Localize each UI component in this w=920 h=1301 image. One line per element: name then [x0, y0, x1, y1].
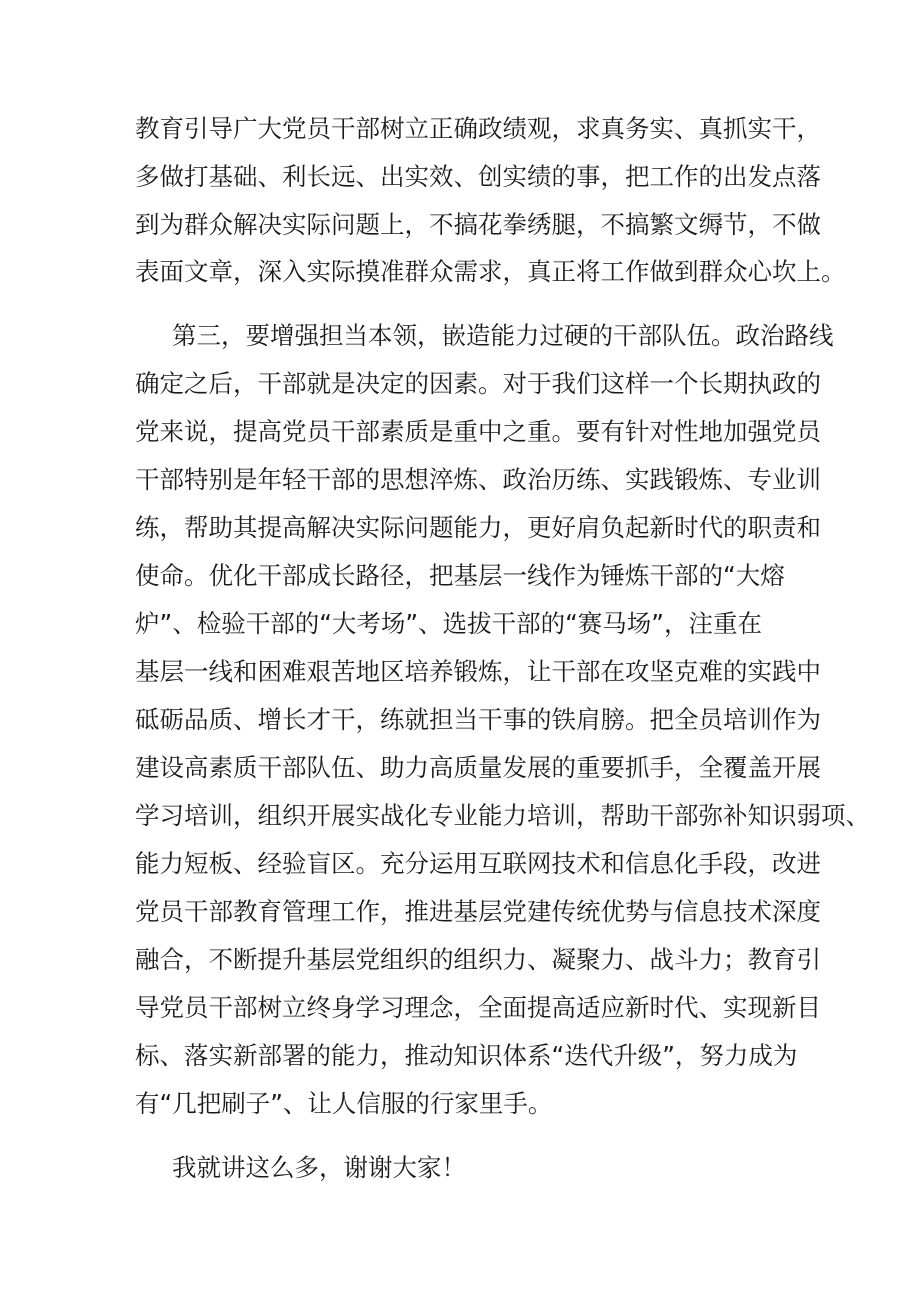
paragraph-2-line-9: 砥砺品质、增长才干，练就担当干事的铁肩膀。把全员培训作为 [135, 705, 821, 734]
paragraph-2-line-2: 确定之后，干部就是决定的因素。对于我们这样一个长期执政的 [135, 369, 821, 398]
paragraph-2-line-10: 建设高素质干部队伍、助力高质量发展的重要抓手，全覆盖开展 [135, 753, 821, 782]
paragraph-2-line-1: 第三，要增强担当本领，嵌造能力过硬的干部队伍。政治路线 [172, 321, 834, 350]
paragraph-2-line-16: 标、落实新部署的能力，推动知识体系“迭代升级”，努力成为 [135, 1041, 798, 1070]
paragraph-2-line-6: 使命。优化干部成长路径，把基层一线作为锤炼干部的“大熔 [135, 561, 785, 590]
paragraph-2-line-4: 干部特别是年轻干部的思想淬炼、政治历练、实践锻炼、专业训 [135, 465, 821, 494]
paragraph-2-line-15: 导党员干部树立终身学习理念，全面提高适应新时代、实现新目 [135, 993, 821, 1022]
paragraph-2-line-3: 党来说，提高党员干部素质是重中之重。要有针对性地加强党员 [135, 417, 821, 446]
paragraph-2-line-14: 融合，不断提升基层党组织的组织力、凝聚力、战斗力；教育引 [135, 945, 821, 974]
paragraph-2-line-5: 练，帮助其提高解决实际问题能力，更好肩负起新时代的职责和 [135, 513, 821, 542]
paragraph-2-line-11: 学习培训，组织开展实战化专业能力培训，帮助干部弥补知识弱项、 [135, 801, 870, 830]
paragraph-2-line-13: 党员干部教育管理工作，推进基层党建传统优势与信息技术深度 [135, 897, 821, 926]
paragraph-3-line-1: 我就讲这么多，谢谢大家！ [172, 1153, 466, 1182]
paragraph-1-line-2: 多做打基础、利长远、出实效、创实绩的事，把工作的出发点落 [135, 162, 821, 191]
paragraph-2-line-12: 能力短板、经验盲区。充分运用互联网技术和信息化手段，改进 [135, 849, 821, 878]
paragraph-1-line-3: 到为群众解决实际问题上，不搞花拳绣腿，不搞繁文缛节，不做 [135, 210, 821, 239]
paragraph-2-line-8: 基层一线和困难艰苦地区培养锻炼，让干部在攻坚克难的实践中 [135, 657, 821, 686]
paragraph-1-line-1: 教育引导广大党员干部树立正确政绩观，求真务实、真抓实干， [135, 114, 821, 143]
paragraph-1-line-4: 表面文章，深入实际摸准群众需求，真正将工作做到群众心坎上。 [135, 257, 846, 286]
paragraph-2-line-7: 炉”、检验干部的“大考场”、选拔干部的“赛马场”，注重在 [135, 609, 762, 638]
paragraph-2-line-17: 有“几把刷子”、让人信服的行家里手。 [135, 1089, 553, 1118]
